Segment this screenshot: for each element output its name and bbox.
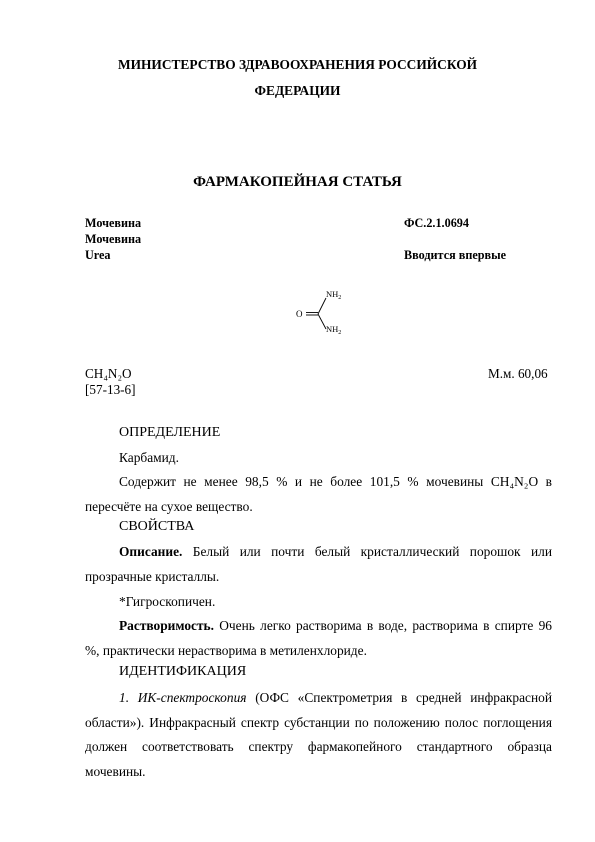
solubility-paragraph [85,614,552,663]
atom-o: O [296,309,303,319]
definition-content-text: Содержит не менее 98,5 % и не более 101,5 % мочевины CH₄N₂O в пересчёте на сухое вещество. [85,474,552,514]
ident-test-text: (ОФС «Спектрометрия в средней инфракрасной области»). Инфракрасный спектр субстанции по положению полос поглощения должен соответствовать спектру фармакопейного стандартного образца мочевины. [85,690,552,779]
description-label: Описание. [119,544,183,559]
substance-name-lat: Urea [85,248,111,262]
solubility-label: Растворимость. [119,618,214,633]
status-note: Вводится впервые [404,248,507,262]
ministry-line-1: МИНИСТЕРСТВО ЗДРАВООХРАНЕНИЯ РОССИЙСКОЙ [117,57,478,72]
solubility-text: Очень легко растворима в воде, растворима в спирте 96 %, практически нерастворима в метиленхлориде. [85,618,552,658]
hygroscopic-note: *Гигроскопичен. [119,594,216,609]
definition-synonym: Карбамид. [119,450,179,465]
section-title-identification: ИДЕНТИФИКАЦИЯ [119,664,247,679]
monograph-code: ФС.2.1.0694 [404,216,469,230]
atom-nh2-top: $NH_2$ [326,289,342,301]
cas-number: [57-13-6] [85,382,136,397]
description-text: Белый или почти белый кристаллический порошок или прозрачные кристаллы. [85,544,552,584]
ministry-line-2: ФЕДЕРАЦИИ [254,83,341,98]
description-paragraph [85,540,552,589]
identification-paragraph [85,686,552,784]
structural-formula [282,284,362,344]
section-title-properties: СВОЙСТВА [119,519,195,534]
substance-name-ru-2: Мочевина [85,232,142,246]
document-title: ФАРМАКОПЕЙНАЯ СТАТЬЯ [193,174,402,190]
substance-name-ru: Мочевина [85,216,142,230]
ident-test-label: 1. ИК-спектроскопия [119,690,247,705]
molecular-formula: CH₄N₂O [85,366,132,381]
molecular-mass: М.м. 60,06 [488,366,548,381]
section-title-definition: ОПРЕДЕЛЕНИЕ [119,425,221,440]
atom-nh2-bottom: $NH_2$ [326,324,342,336]
definition-content [85,470,552,519]
